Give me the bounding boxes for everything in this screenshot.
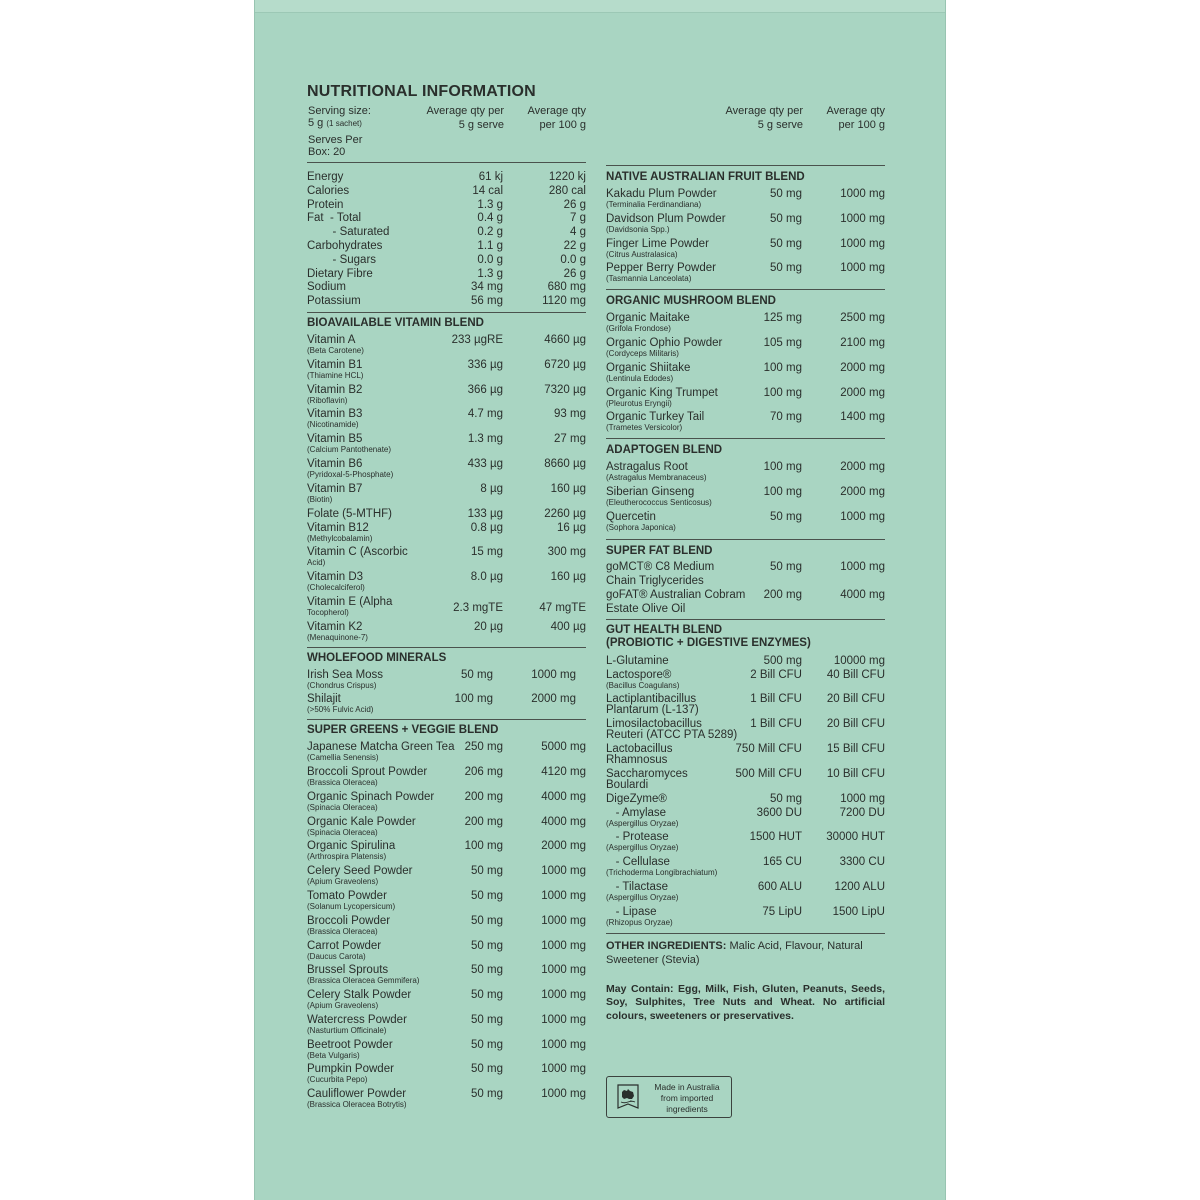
gut-row: - Amylase (Aspergillus Oryzae) 3600 DU 7200 DU: [606, 806, 885, 828]
right-col1-header-l2: 5 g serve: [757, 119, 803, 131]
greens-row: Watercress Powder (Nasturtium Officinale) 50 mg 1000 mg: [307, 1013, 586, 1035]
vitamin-row: Folate (5-MTHF) 133 µg 2260 µg: [307, 507, 586, 520]
gut-list: [606, 655, 885, 931]
nutrient-row: Dietary Fibre 1.3 g 26 g: [307, 267, 586, 280]
fruit-row: Davidson Plum Powder (Davidsonia Spp.) 50 mg 1000 mg: [606, 212, 885, 234]
gut-row: - Cellulase (Trichoderma Longibrachiatum) 165 CU 3300 CU: [606, 856, 885, 878]
vitamin-row: Vitamin B2 (Riboflavin) 366 µg 7320 µg: [307, 383, 586, 405]
mushroom-row: Organic Ophio Powder (Cordyceps Militaris) 105 mg 2100 mg: [606, 336, 885, 358]
gut-row: Lactiplantibacillus Plantarum (L-137) 1 Bill CFU 20 Bill CFU: [606, 693, 885, 717]
nutrition-panel: [307, 171, 586, 309]
gut-row: L-Glutamine 500 mg 10000 mg: [606, 654, 885, 667]
greens-row: Celery Stalk Powder (Apium Graveolens) 50 mg 1000 mg: [307, 989, 586, 1011]
vitamin-row: Vitamin D3 (Cholecalciferol) 8.0 µg 160 µg: [307, 571, 586, 593]
fruit-list: [606, 188, 885, 287]
section-subtitle-gut: (PROBIOTIC + DIGESTIVE ENZYMES): [606, 636, 811, 649]
mushroom-row: Organic King Trumpet (Pleurotus Eryngii) 100 mg 2000 mg: [606, 386, 885, 408]
greens-row: Celery Seed Powder (Apium Graveolens) 50 mg 1000 mg: [307, 865, 586, 887]
greens-row: Beetroot Powder (Beta Vulgaris) 50 mg 1000 mg: [307, 1038, 586, 1060]
vitamin-row: Vitamin C (Ascorbic Acid) 15 mg 300 mg: [307, 546, 586, 568]
superfat-row: goFAT® Australian Cobram Estate Olive Oil 200 mg 4000 mg: [606, 588, 885, 615]
nutrient-row: Calories 14 cal 280 cal: [307, 184, 586, 197]
section-title-mushroom: ORGANIC MUSHROOM BLEND: [606, 295, 776, 308]
greens-row: Carrot Powder (Daucus Carota) 50 mg 1000 mg: [307, 939, 586, 961]
package-top-flap: [255, 0, 945, 13]
vitamin-row: Vitamin B3 (Nicotinamide) 4.7 mg 93 mg: [307, 408, 586, 430]
mineral-row: Shilajit (>50% Fulvic Acid) 100 mg 2000 mg: [307, 693, 576, 715]
mineral-row: Irish Sea Moss (Chondrus Crispus) 50 mg 1000 mg: [307, 668, 576, 690]
nutrient-row: - Saturated 0.2 g 4 g: [307, 226, 586, 239]
adaptogen-row: Astragalus Root (Astragalus Membranaceus) 100 mg 2000 mg: [606, 461, 885, 483]
nutrient-row: Potassium 56 mg 1120 mg: [307, 295, 586, 308]
gut-row: - Tilactase (Aspergillus Oryzae) 600 ALU 1200 ALU: [606, 880, 885, 902]
greens-row: Cauliflower Powder (Brassica Oleracea Botrytis) 50 mg 1000 mg: [307, 1088, 586, 1110]
made-in-australia-stamp: [606, 1076, 732, 1118]
superfat-row: goMCT® C8 Medium Chain Triglycerides 50 mg 1000 mg: [606, 560, 885, 587]
vitamin-row: Vitamin B12 (Methylcobalamin) 0.8 µg 16 µg: [307, 521, 586, 543]
greens-row: Pumpkin Powder (Cucurbita Pepo) 50 mg 1000 mg: [307, 1063, 586, 1085]
nutrient-row: Fat - Total 0.4 g 7 g: [307, 212, 586, 225]
vitamin-row: Vitamin B1 (Thiamine HCL) 336 µg 6720 µg: [307, 358, 586, 380]
greens-list: [307, 741, 586, 1113]
serving-size-value: 5 g (1 sachet): [308, 117, 362, 129]
superfat-list: [606, 561, 885, 617]
right-col1-header-l1: Average qty per: [725, 105, 803, 117]
gut-row: - Lipase (Rhizopus Oryzae) 75 LipU 1500 LipU: [606, 905, 885, 927]
greens-row: Organic Spinach Powder (Spinacia Oleracea) 200 mg 4000 mg: [307, 790, 586, 812]
vitamin-row: Vitamin A (Beta Carotene) 233 µgRE 4660 µg: [307, 333, 586, 355]
nutrient-row: Sodium 34 mg 680 mg: [307, 281, 586, 294]
serves-label: Serves Per: [308, 134, 363, 146]
serving-size-label: Serving size:: [308, 105, 371, 117]
nutrient-row: Protein 1.3 g 26 g: [307, 198, 586, 211]
page-title: NUTRITIONAL INFORMATION: [307, 83, 536, 100]
adaptogen-row: Quercetin (Sophora Japonica) 50 mg 1000 mg: [606, 510, 885, 532]
greens-row: Broccoli Sprout Powder (Brassica Oleracea) 206 mg 4120 mg: [307, 765, 586, 787]
vitamin-list: [307, 334, 586, 646]
greens-row: Organic Spirulina (Arthrospira Platensis) 100 mg 2000 mg: [307, 840, 586, 862]
greens-row: Tomato Powder (Solanum Lycopersicum) 50 mg 1000 mg: [307, 889, 586, 911]
section-title-minerals: WHOLEFOOD MINERALS: [307, 651, 447, 664]
vitamin-row: Vitamin B6 (Pyridoxal-5-Phosphate) 433 µg 8660 µg: [307, 457, 586, 479]
mushroom-row: Organic Shiitake (Lentinula Edodes) 100 mg 2000 mg: [606, 361, 885, 383]
section-title-fruit: NATIVE AUSTRALIAN FRUIT BLEND: [606, 171, 805, 183]
gut-row: Limosilactobacillus Reuteri (ATCC PTA 5289) 1 Bill CFU 20 Bill CFU: [606, 718, 885, 742]
vitamin-row: Vitamin B7 (Biotin) 8 µg 160 µg: [307, 482, 586, 504]
section-title-adaptogen: ADAPTOGEN BLEND: [606, 444, 723, 457]
vitamin-row: Vitamin E (Alpha Tocopherol) 2.3 mgTE 47 mgTE: [307, 595, 586, 617]
gut-row: Lactobacillus Rhamnosus 750 Mill CFU 15 Bill CFU: [606, 742, 885, 766]
mushroom-list: [606, 312, 885, 436]
gut-row: - Protease (Aspergillus Oryzae) 1500 HUT 30000 HUT: [606, 831, 885, 853]
mineral-list: [307, 669, 586, 719]
mushroom-row: Organic Turkey Tail (Trametes Versicolor) 70 mg 1400 mg: [606, 411, 885, 433]
section-title-superfat: SUPER FAT BLEND: [606, 544, 713, 557]
greens-row: Organic Kale Powder (Spinacia Oleracea) 200 mg 4000 mg: [307, 815, 586, 837]
section-title-vitamins: BIOAVAILABLE VITAMIN BLEND: [307, 316, 484, 329]
greens-row: Japanese Matcha Green Tea (Camellia Senensis) 250 mg 5000 mg: [307, 741, 586, 763]
vitamin-row: Vitamin K2 (Menaquinone-7) 20 µg 400 µg: [307, 620, 586, 642]
fruit-row: Kakadu Plum Powder (Terminalia Ferdinandiana) 50 mg 1000 mg: [606, 188, 885, 209]
right-col2-header-l2: per 100 g: [838, 119, 885, 131]
col2-header-l2: per 100 g: [539, 119, 586, 131]
section-title-gut: GUT HEALTH BLEND: [606, 623, 723, 636]
section-title-greens: SUPER GREENS + VEGGIE BLEND: [307, 724, 499, 737]
col1-header-l2: 5 g serve: [458, 119, 504, 131]
left-column: [307, 162, 586, 1113]
adaptogen-row: Siberian Ginseng (Eleutherococcus Senticosus) 100 mg 2000 mg: [606, 485, 885, 507]
nutrient-row: Energy 61 kj 1220 kj: [307, 171, 586, 183]
greens-row: Broccoli Powder (Brassica Oleracea) 50 mg 1000 mg: [307, 914, 586, 936]
col1-header-l1: Average qty per: [426, 105, 504, 117]
gut-row: Lactospore® (Bacillus Coagulans) 2 Bill CFU 40 Bill CFU: [606, 668, 885, 690]
stamp-text: Made in Australia from imported ingredients: [654, 1082, 720, 1114]
nutrient-row: Carbohydrates 1.1 g 22 g: [307, 239, 586, 252]
nutrient-row: - Sugars 0.0 g 0.0 g: [307, 253, 586, 266]
right-col2-header-l1: Average qty: [826, 105, 885, 117]
may-contain: May Contain: Egg, Milk, Fish, Gluten, Peanuts, Seeds, Soy, Sulphites, Tree Nuts and Wheat. No artificial colours, sweeteners or preservatives.: [606, 982, 885, 1022]
mushroom-row: Organic Maitake (Grifola Frondose) 125 mg 2500 mg: [606, 312, 885, 334]
col2-header-l1: Average qty: [527, 105, 586, 117]
adaptogen-list: [606, 461, 885, 535]
other-ingredients: OTHER INGREDIENTS: Malic Acid, Flavour, Natural Sweetener (Stevia): [606, 939, 863, 966]
fruit-row: Pepper Berry Powder (Tasmannia Lanceolata) 50 mg 1000 mg: [606, 262, 885, 284]
gut-row: DigeZyme® 50 mg 1000 mg: [606, 792, 885, 805]
vitamin-row: Vitamin B5 (Calcium Pantothenate) 1.3 mg 27 mg: [307, 433, 586, 455]
serves-value: Box: 20: [308, 146, 346, 158]
australia-map-icon: [615, 1083, 641, 1111]
right-column: [606, 165, 885, 1023]
greens-row: Brussel Sprouts (Brassica Oleracea Gemmifera) 50 mg 1000 mg: [307, 964, 586, 986]
gut-row: Saccharomyces Boulardi 500 Mill CFU 10 Bill CFU: [606, 767, 885, 791]
fruit-row: Finger Lime Powder (Citrus Australasica) 50 mg 1000 mg: [606, 237, 885, 259]
